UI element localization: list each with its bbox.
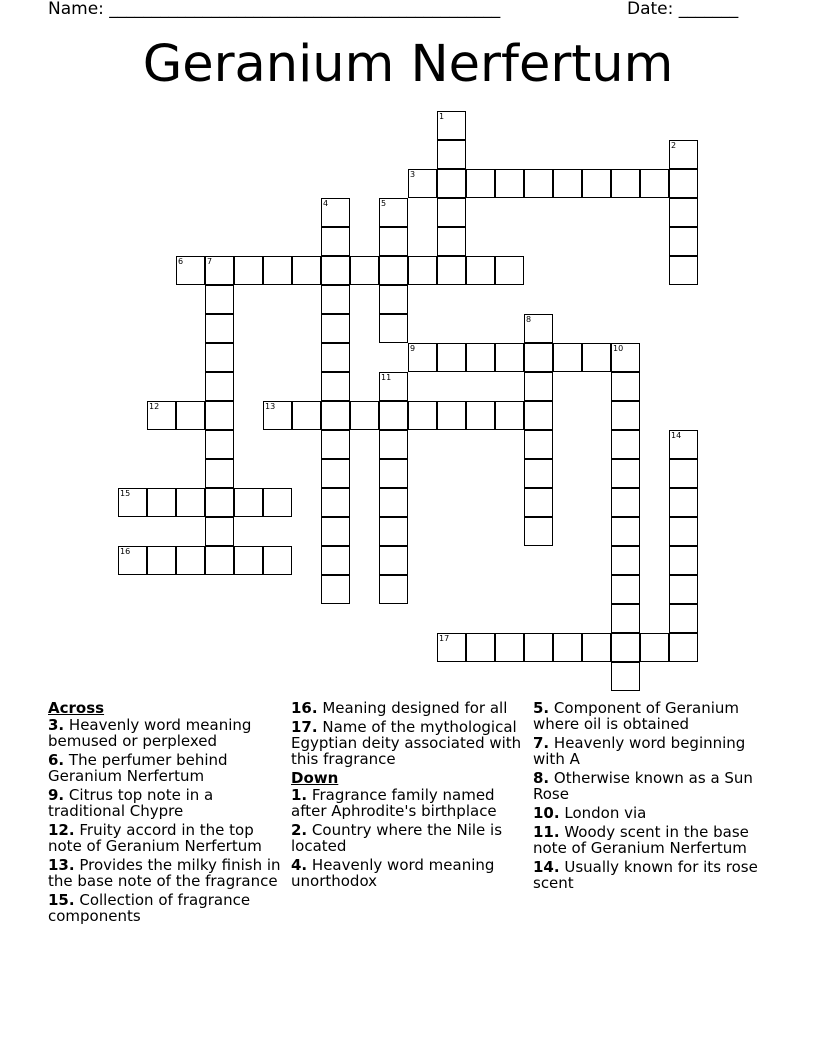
grid-cell[interactable] <box>611 401 640 430</box>
grid-cell[interactable] <box>263 546 292 575</box>
across-clue-15 <box>48 892 284 924</box>
grid-cell[interactable] <box>611 459 640 488</box>
grid-cell[interactable] <box>669 256 698 285</box>
grid-cell[interactable] <box>640 169 669 198</box>
grid-cell[interactable] <box>321 227 350 256</box>
down-clue-14 <box>533 859 769 891</box>
grid-cell[interactable] <box>379 459 408 488</box>
clue-text: Heavenly word meaning bemused or perplexed <box>48 716 252 750</box>
cell-number: 14 <box>671 431 682 440</box>
clue-text: Name of the mythological Egyptian deity associated with this fragrance <box>291 718 522 768</box>
grid-cell[interactable] <box>147 546 176 575</box>
grid-cell[interactable] <box>205 256 234 285</box>
clue-number: 12. <box>48 821 75 839</box>
clue-text: Woody scent in the base note of Geranium Nerfertum <box>533 823 749 857</box>
grid-cell[interactable] <box>611 604 640 633</box>
grid-cell[interactable] <box>379 198 408 227</box>
across-clue-9 <box>48 787 284 819</box>
grid-cell[interactable] <box>582 633 611 662</box>
clue-text: Otherwise known as a Sun Rose <box>533 769 753 803</box>
clue-text: Collection of fragrance components <box>48 891 251 925</box>
grid-cell[interactable] <box>553 343 582 372</box>
clue-number: 17. <box>291 718 318 736</box>
grid-cell[interactable] <box>437 169 466 198</box>
grid-cell[interactable] <box>466 169 495 198</box>
grid-cell[interactable] <box>118 546 147 575</box>
grid-cell[interactable] <box>321 198 350 227</box>
grid-cell[interactable] <box>379 372 408 401</box>
grid-cell[interactable] <box>669 604 698 633</box>
grid-cell[interactable] <box>669 546 698 575</box>
grid-cell[interactable] <box>205 459 234 488</box>
puzzle-title: Geranium Nerfertum <box>142 35 674 94</box>
grid-cell[interactable] <box>263 401 292 430</box>
grid-cell[interactable] <box>379 517 408 546</box>
down-clue-1 <box>291 787 527 819</box>
grid-cell[interactable] <box>524 488 553 517</box>
grid-cell[interactable] <box>205 314 234 343</box>
grid-cell[interactable] <box>379 227 408 256</box>
grid-cell[interactable] <box>611 343 640 372</box>
down-clue-2 <box>291 822 527 854</box>
clue-text: The perfumer behind Geranium Nerfertum <box>48 751 228 785</box>
grid-cell[interactable] <box>495 633 524 662</box>
clue-number: 6. <box>48 751 65 769</box>
grid-cell[interactable] <box>524 372 553 401</box>
grid-cell[interactable] <box>321 256 350 285</box>
grid-cell[interactable] <box>669 575 698 604</box>
grid-cell[interactable] <box>263 256 292 285</box>
clue-column-1 <box>48 700 284 927</box>
grid-cell[interactable] <box>147 401 176 430</box>
clue-number: 14. <box>533 858 560 876</box>
clue-text: Fruity accord in the top note of Geranium Nerfertum <box>48 821 262 855</box>
grid-cell[interactable] <box>524 517 553 546</box>
grid-cell[interactable] <box>379 488 408 517</box>
grid-cell[interactable] <box>205 430 234 459</box>
grid-cell[interactable] <box>176 546 205 575</box>
grid-cell[interactable] <box>524 169 553 198</box>
clue-number: 2. <box>291 821 308 839</box>
cell-number: 1 <box>439 112 445 121</box>
grid-cell[interactable] <box>669 633 698 662</box>
clue-text: Heavenly word meaning unorthodox <box>291 856 495 890</box>
clue-number: 4. <box>291 856 308 874</box>
clue-column-3 <box>533 700 769 894</box>
grid-cell[interactable] <box>466 256 495 285</box>
grid-cell[interactable] <box>669 198 698 227</box>
name-field-label: Name: ______________________________________________ <box>48 0 501 19</box>
grid-cell[interactable] <box>524 430 553 459</box>
grid-cell[interactable] <box>437 140 466 169</box>
grid-cell[interactable] <box>321 575 350 604</box>
grid-cell[interactable] <box>611 372 640 401</box>
clue-text: Citrus top note in a traditional Chypre <box>48 786 214 820</box>
cell-number: 12 <box>149 402 160 411</box>
cell-number: 3 <box>410 170 416 179</box>
grid-cell[interactable] <box>495 343 524 372</box>
grid-cell[interactable] <box>524 633 553 662</box>
grid-cell[interactable] <box>611 517 640 546</box>
clue-column-2 <box>291 700 527 892</box>
grid-cell[interactable] <box>611 662 640 691</box>
cell-number: 17 <box>439 634 450 643</box>
cell-number: 4 <box>323 199 329 208</box>
grid-cell[interactable] <box>408 401 437 430</box>
grid-cell[interactable] <box>437 256 466 285</box>
grid-cell[interactable] <box>553 633 582 662</box>
grid-cell[interactable] <box>669 169 698 198</box>
grid-cell[interactable] <box>437 343 466 372</box>
clue-text: Fragrance family named after Aphrodite's birthplace <box>291 786 497 820</box>
grid-cell[interactable] <box>321 546 350 575</box>
cell-number: 9 <box>410 344 416 353</box>
cell-number: 13 <box>265 402 276 411</box>
grid-cell[interactable] <box>437 227 466 256</box>
cell-number: 16 <box>120 547 131 556</box>
grid-cell[interactable] <box>669 227 698 256</box>
cell-number: 6 <box>178 257 184 266</box>
grid-cell[interactable] <box>495 401 524 430</box>
grid-cell[interactable] <box>263 488 292 517</box>
clue-number: 15. <box>48 891 75 909</box>
date-field-label: Date: _______ <box>627 0 739 19</box>
grid-cell[interactable] <box>379 256 408 285</box>
clue-number: 8. <box>533 769 550 787</box>
grid-cell[interactable] <box>466 633 495 662</box>
across-clue-16 <box>291 700 527 716</box>
down-clue-8 <box>533 770 769 802</box>
clue-number: 5. <box>533 699 550 717</box>
grid-cell[interactable] <box>321 430 350 459</box>
clue-number: 9. <box>48 786 65 804</box>
grid-cell[interactable] <box>408 256 437 285</box>
grid-cell[interactable] <box>321 314 350 343</box>
grid-cell[interactable] <box>524 401 553 430</box>
clue-text: Heavenly word beginning with A <box>533 734 746 768</box>
grid-cell[interactable] <box>379 401 408 430</box>
clue-text: Provides the milky finish in the base note of the fragrance <box>48 856 281 890</box>
clue-number: 1. <box>291 786 308 804</box>
across-clue-17 <box>291 719 527 767</box>
grid-cell[interactable] <box>437 401 466 430</box>
clue-number: 16. <box>291 699 318 717</box>
grid-cell[interactable] <box>466 401 495 430</box>
grid-cell[interactable] <box>669 517 698 546</box>
grid-cell[interactable] <box>234 256 263 285</box>
grid-cell[interactable] <box>205 343 234 372</box>
cell-number: 8 <box>526 315 532 324</box>
across-clue-3 <box>48 717 284 749</box>
across-clue-6 <box>48 752 284 784</box>
grid-cell[interactable] <box>379 285 408 314</box>
clue-text: Usually known for its rose scent <box>533 858 758 892</box>
grid-cell[interactable] <box>379 314 408 343</box>
grid-cell[interactable] <box>147 488 176 517</box>
cell-number: 5 <box>381 199 387 208</box>
grid-cell[interactable] <box>611 430 640 459</box>
clue-text: Meaning designed for all <box>322 699 508 717</box>
grid-cell[interactable] <box>640 633 669 662</box>
grid-cell[interactable] <box>176 401 205 430</box>
grid-cell[interactable] <box>379 430 408 459</box>
grid-cell[interactable] <box>350 256 379 285</box>
down-clue-11 <box>533 824 769 856</box>
grid-cell[interactable] <box>669 488 698 517</box>
cell-number: 15 <box>120 489 131 498</box>
down-clue-7 <box>533 735 769 767</box>
clue-number: 13. <box>48 856 75 874</box>
grid-cell[interactable] <box>669 430 698 459</box>
grid-cell[interactable] <box>437 111 466 140</box>
across-clue-13 <box>48 857 284 889</box>
grid-cell[interactable] <box>292 401 321 430</box>
across-heading: Across <box>48 699 105 717</box>
grid-cell[interactable] <box>321 401 350 430</box>
grid-cell[interactable] <box>234 488 263 517</box>
grid-cell[interactable] <box>176 488 205 517</box>
grid-cell[interactable] <box>321 343 350 372</box>
grid-cell[interactable] <box>379 575 408 604</box>
grid-cell[interactable] <box>118 488 147 517</box>
grid-cell[interactable] <box>321 285 350 314</box>
grid-cell[interactable] <box>321 517 350 546</box>
grid-cell[interactable] <box>321 459 350 488</box>
cell-number: 10 <box>613 344 624 353</box>
down-clue-10 <box>533 805 769 821</box>
grid-cell[interactable] <box>379 546 408 575</box>
grid-cell[interactable] <box>205 517 234 546</box>
grid-cell[interactable] <box>611 546 640 575</box>
grid-cell[interactable] <box>495 256 524 285</box>
grid-cell[interactable] <box>408 343 437 372</box>
grid-cell[interactable] <box>466 343 495 372</box>
cell-number: 7 <box>207 257 213 266</box>
grid-cell[interactable] <box>582 343 611 372</box>
grid-cell[interactable] <box>321 488 350 517</box>
grid-cell[interactable] <box>408 169 437 198</box>
grid-cell[interactable] <box>669 459 698 488</box>
grid-cell[interactable] <box>669 140 698 169</box>
grid-cell[interactable] <box>292 256 321 285</box>
grid-cell[interactable] <box>205 488 234 517</box>
clue-text: Component of Geranium where oil is obtained <box>533 699 740 733</box>
grid-cell[interactable] <box>611 575 640 604</box>
grid-cell[interactable] <box>350 401 379 430</box>
grid-cell[interactable] <box>437 633 466 662</box>
cell-number: 11 <box>381 373 392 382</box>
grid-cell[interactable] <box>205 401 234 430</box>
clue-text: Country where the Nile is located <box>291 821 503 855</box>
grid-cell[interactable] <box>205 285 234 314</box>
grid-cell[interactable] <box>437 198 466 227</box>
grid-cell[interactable] <box>205 546 234 575</box>
clue-text: London via <box>564 804 647 822</box>
grid-cell[interactable] <box>495 169 524 198</box>
clue-number: 11. <box>533 823 560 841</box>
grid-cell[interactable] <box>611 633 640 662</box>
down-clue-4 <box>291 857 527 889</box>
grid-cell[interactable] <box>524 343 553 372</box>
grid-cell[interactable] <box>611 169 640 198</box>
down-heading: Down <box>291 769 339 787</box>
grid-cell[interactable] <box>205 372 234 401</box>
grid-cell[interactable] <box>524 459 553 488</box>
cell-number: 2 <box>671 141 677 150</box>
grid-cell[interactable] <box>176 256 205 285</box>
clue-number: 3. <box>48 716 65 734</box>
clue-number: 10. <box>533 804 560 822</box>
grid-cell[interactable] <box>234 546 263 575</box>
grid-cell[interactable] <box>524 314 553 343</box>
clue-number: 7. <box>533 734 550 752</box>
across-clue-12 <box>48 822 284 854</box>
grid-cell[interactable] <box>553 169 582 198</box>
grid-cell[interactable] <box>582 169 611 198</box>
grid-cell[interactable] <box>611 488 640 517</box>
down-clue-5 <box>533 700 769 732</box>
grid-cell[interactable] <box>321 372 350 401</box>
